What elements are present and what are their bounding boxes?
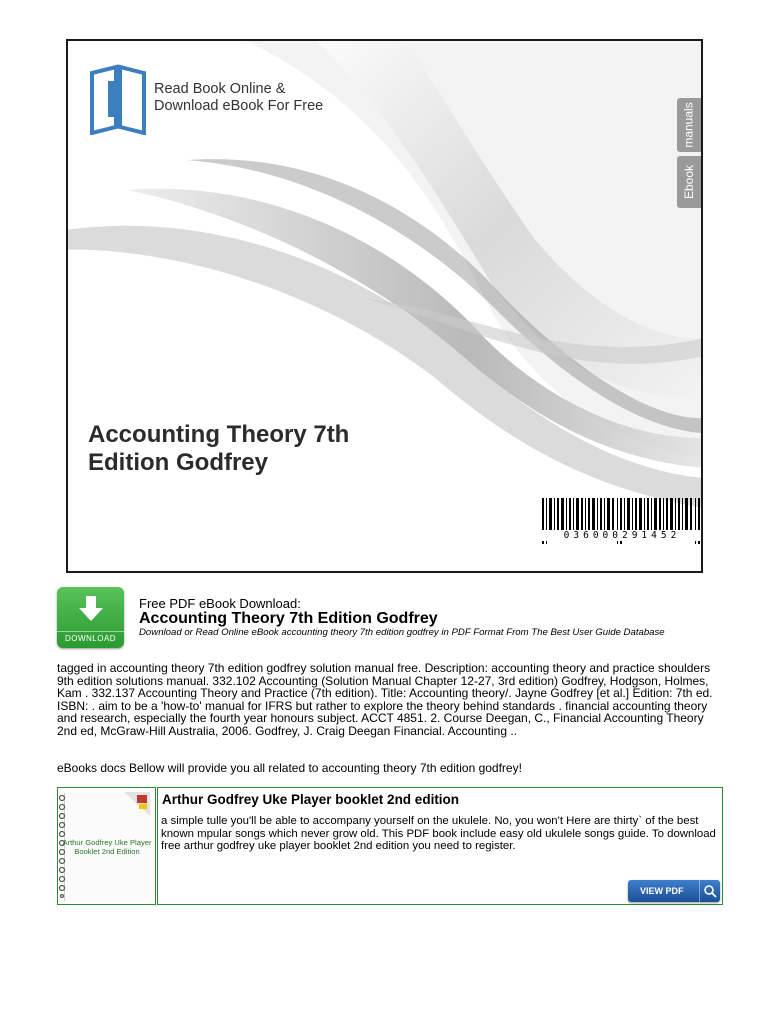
logo-line-1: Read Book Online &	[154, 81, 286, 97]
book-cover	[66, 39, 703, 573]
side-tab-manuals-label: manuals	[682, 102, 697, 148]
magnifier-icon	[703, 884, 717, 898]
cover-swoosh-graphic	[68, 41, 701, 571]
related-book-thumbnail[interactable]	[57, 787, 156, 905]
download-arrow-icon	[77, 595, 105, 623]
related-book-card	[157, 787, 723, 905]
download-subtitle: Download or Read Online eBook accounting theory 7th edition godfrey in PDF Format From The Best User Guide Database	[139, 627, 665, 638]
view-pdf-separator	[699, 880, 700, 902]
ebooks-intro: eBooks docs Bellow will provide you all related to accounting theory 7th edition godfrey!	[57, 761, 522, 775]
related-book-title[interactable]: Arthur Godfrey Uke Player booklet 2nd edition	[162, 792, 460, 807]
barcode-digits: 036000291452	[542, 530, 702, 541]
view-pdf-label: VIEW PDF	[640, 886, 684, 896]
book-logo-icon	[86, 63, 150, 135]
download-title[interactable]: Accounting Theory 7th Edition Godfrey	[139, 610, 438, 627]
logo-line-2: Download eBook For Free	[154, 98, 324, 114]
view-pdf-button[interactable]	[628, 880, 720, 902]
side-tab-ebook[interactable]	[677, 156, 701, 208]
download-button-label: DOWNLOAD	[57, 631, 124, 643]
pdf-badge-icon	[124, 792, 150, 816]
side-tab-manuals[interactable]	[677, 98, 701, 152]
logo-text	[154, 81, 323, 115]
related-book-description: a simple tulle you'll be able to accompany yourself on the ukulele. No, you won't Here are thirty` of the best known mpular songs which never grow old. This PDF book include easy old ukulele songs guide. To download free arthur godfrey uke player booklet 2nd edition you need to register.	[161, 815, 716, 852]
side-tab-ebook-label: Ebook	[682, 164, 696, 200]
free-download-label: Free PDF eBook Download:	[139, 596, 301, 611]
description-text: tagged in accounting theory 7th edition godfrey solution manual free. Description: accounting theory and practice shoulders 9th edition solutions manual. 332.102 Accounting (Solution Manual Chapter 12-27, 3rd edition) Godfrey, Hodgson, Holmes, Kam . 332.137 Accounting Theory and Practice (7th edition). Title: Accounting theory/. Jayne Godfrey [et al.] Edition: 7th ed. ISBN: . aim to be a 'how-to' manual for IFRS but rather to explore the theory behind standards . financial accounting theory and research, especially the fourth year honours subject. ACCT 4851. 2. Course Deegan, C., Financial Accounting Theory 2nd ed, McGraw-Hill Australia, 2006. Godfrey, J. Craig Deegan Financial. Accounting ..	[57, 661, 713, 738]
thumbnail-title: Arthur Godfrey Uke Player Booklet 2nd Edition	[62, 838, 152, 856]
cover-title-line-1: Accounting Theory 7th	[88, 421, 350, 448]
cover-title	[88, 421, 448, 477]
cover-title-line-2: Edition Godfrey	[88, 449, 268, 476]
download-button[interactable]	[57, 587, 124, 648]
